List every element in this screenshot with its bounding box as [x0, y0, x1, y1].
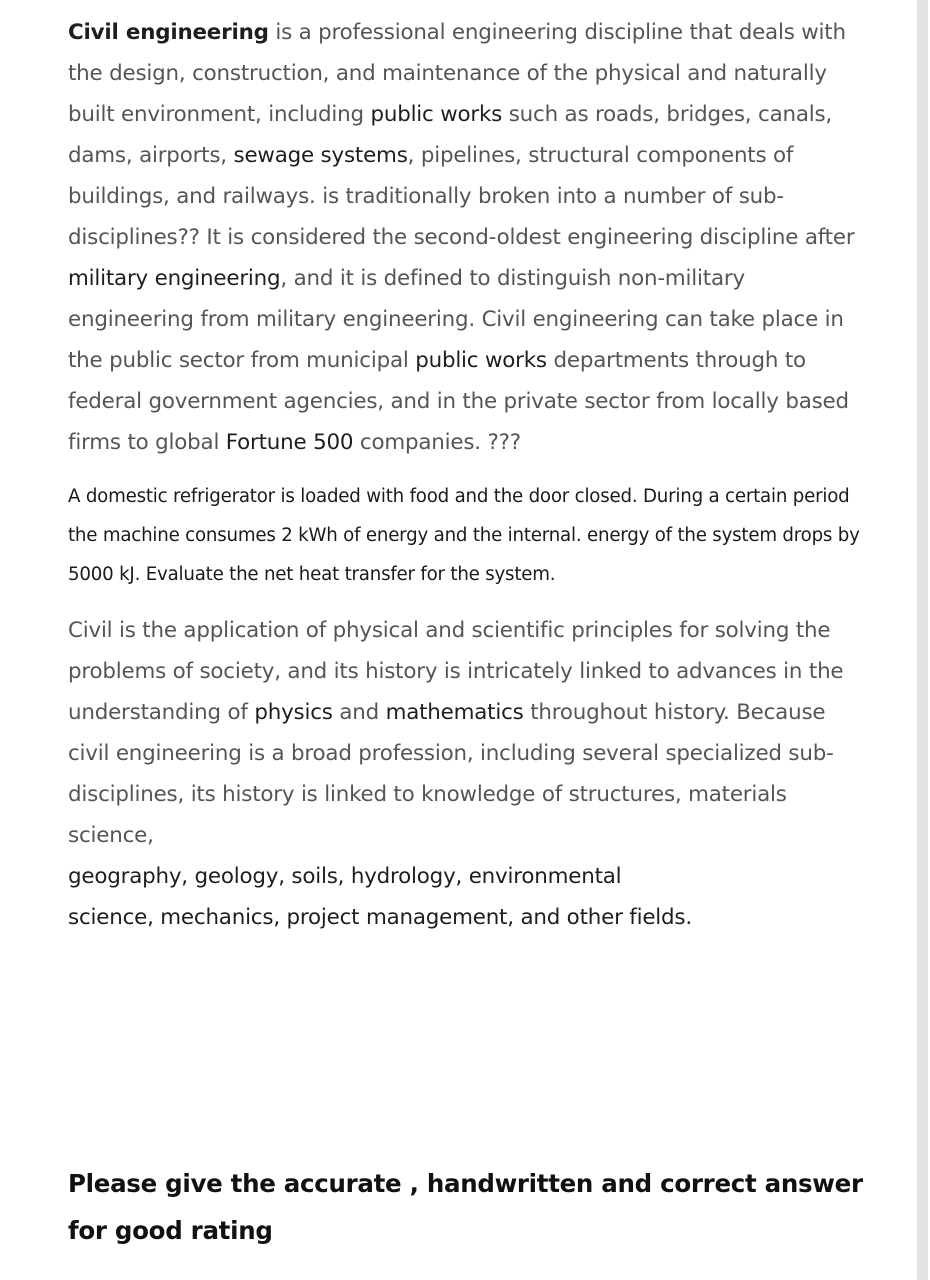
answer-request: Please give the accurate , handwritten and correct answer for good rating [68, 1169, 863, 1245]
paragraph1-text-6: companies. ??? [353, 430, 521, 455]
paragraph1-text-3: , pipelines, structural components of buildings, and railways. is traditionally broken into a number of sub-disciplines?? It is considered the second-oldest engineering discipline after [68, 143, 855, 250]
fields-list-line-2[interactable]: science, mechanics, project management, and other fields. [68, 905, 692, 930]
document-content [68, 12, 868, 938]
civil-history-paragraph [68, 610, 868, 938]
refrigerator-question: A domestic refrigerator is loaded with food and the door closed. During a certain period the machine consumes 2 kWh of energy and the internal. energy of the system drops by 5000 kJ. Evaluate the net heat transfer for the system. [68, 486, 860, 585]
scrollbar-thumb[interactable] [917, 0, 928, 1280]
fields-list-line-1[interactable]: geography, geology, soils, hydrology, environmental [68, 864, 622, 889]
physics-link[interactable]: physics [254, 700, 333, 725]
paragraph1-text-1: is a professional engineering discipline that deals with the design, construction, and maintenance of the physical and naturally built environment, including [68, 20, 846, 127]
paragraph1-text-4: , and it is defined to distinguish non-military engineering from military engineering. Civil engineering can take place in the public sector from municipal [68, 266, 844, 373]
paragraph1-text-5: departments through to federal government agencies, and in the private sector from locally based firms to global [68, 348, 849, 455]
paragraph3-text-1: Civil is the application of physical and scientific principles for solving the problems of society, and its history is intricately linked to advances in the understanding of [68, 618, 844, 725]
vertical-scrollbar[interactable] [914, 0, 930, 1280]
sewage-systems-link[interactable]: sewage systems [233, 143, 408, 168]
paragraph1-text-2: such as roads, bridges, canals, dams, airports, [68, 102, 833, 168]
military-engineering-link[interactable]: military engineering [68, 266, 281, 291]
paragraph3-text-3: throughout history. Because civil engineering is a broad profession, including several specialized sub-disciplines, its history is linked to knowledge of structures, materials science, [68, 700, 834, 848]
public-works-link[interactable]: public works [370, 102, 503, 127]
public-works-link-2[interactable]: public works [415, 348, 547, 373]
civil-engineering-paragraph [68, 12, 858, 463]
bold-term: Civil engineering [68, 20, 269, 45]
paragraph3-text-2: and [332, 700, 386, 725]
fortune-500-link[interactable]: Fortune 500 [225, 430, 354, 455]
mathematics-link[interactable]: mathematics [385, 700, 524, 725]
